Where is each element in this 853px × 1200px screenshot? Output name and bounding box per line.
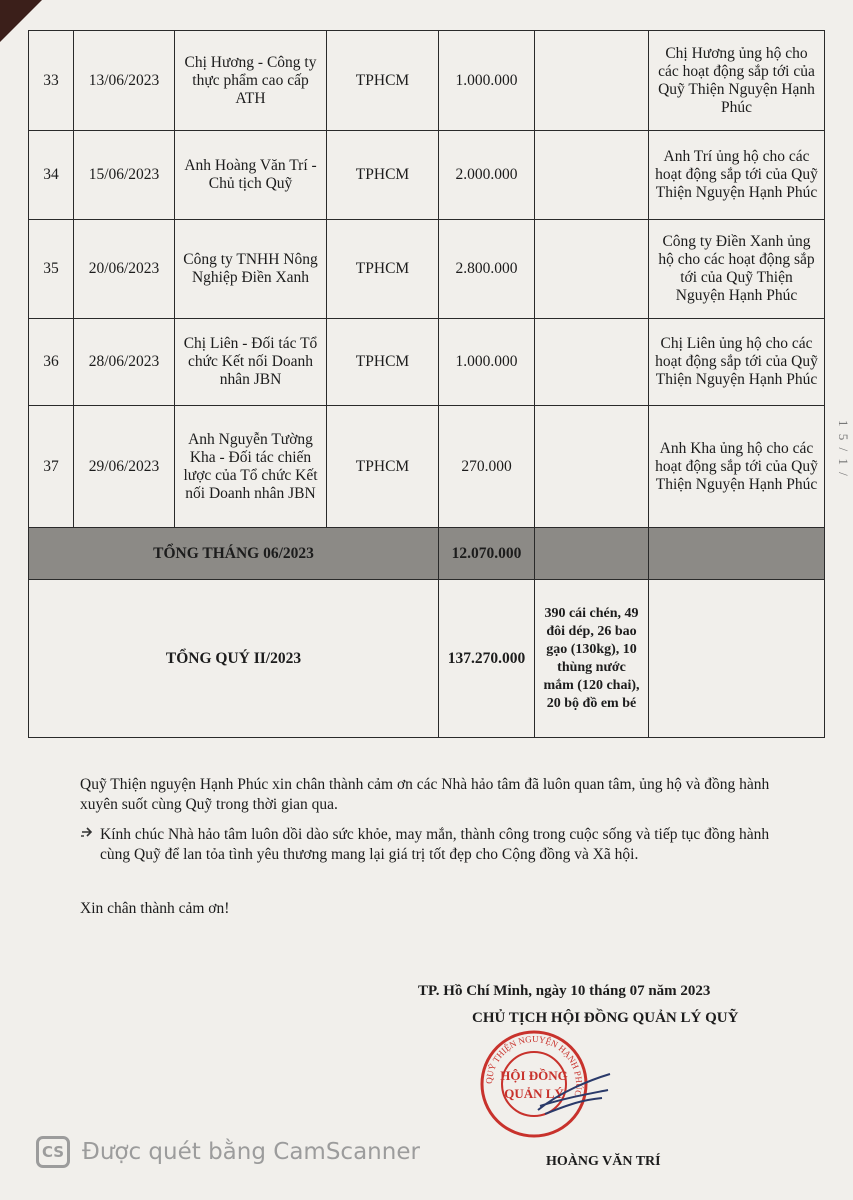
month-total-amount: 12.070.000 <box>439 528 535 580</box>
margin-marks: 1 5 / 1 / <box>836 420 851 478</box>
signer-title: CHỦ TỊCH HỘI ĐỒNG QUẢN LÝ QUỸ <box>472 1010 739 1026</box>
row-donor: Công ty TNHH Nông Nghiệp Điền Xanh <box>175 220 327 319</box>
row-place: TPHCM <box>327 131 439 220</box>
quarter-total-amount: 137.270.000 <box>439 580 535 738</box>
row-items <box>535 406 649 528</box>
month-total-note <box>649 528 825 580</box>
row-note: Anh Trí ủng hộ cho các hoạt động sắp tới của Quỹ Thiện Nguyện Hạnh Phúc <box>649 131 825 220</box>
table-row <box>29 31 825 131</box>
month-total-label: TỔNG THÁNG 06/2023 <box>29 528 439 580</box>
quarter-total-row <box>29 580 825 738</box>
row-number: 33 <box>29 31 74 131</box>
row-items <box>535 131 649 220</box>
row-number: 35 <box>29 220 74 319</box>
row-items <box>535 31 649 131</box>
quarter-total-note <box>649 580 825 738</box>
quarter-total-items: 390 cái chén, 49 đôi dép, 26 bao gạo (130kg), 10 thùng nước mắm (120 chai), 20 bộ đồ em bé <box>535 580 649 738</box>
row-amount: 1.000.000 <box>439 319 535 406</box>
donation-table <box>28 30 825 738</box>
table-row <box>29 220 825 319</box>
row-donor: Anh Nguyễn Tường Kha - Đối tác chiến lược của Tổ chức Kết nối Doanh nhân JBN <box>175 406 327 528</box>
table-row <box>29 319 825 406</box>
row-date: 29/06/2023 <box>74 406 175 528</box>
month-total-row <box>29 528 825 580</box>
row-items <box>535 220 649 319</box>
quarter-total-label: TỔNG QUÝ II/2023 <box>29 580 439 738</box>
row-date: 13/06/2023 <box>74 31 175 131</box>
row-donor: Chị Liên - Đối tác Tổ chức Kết nối Doanh nhân JBN <box>175 319 327 406</box>
row-amount: 2.000.000 <box>439 131 535 220</box>
camscanner-watermark <box>36 1132 420 1172</box>
seal-line1: HỘI ĐỒNG <box>500 1068 568 1083</box>
seal-ring-text: QUỸ THIỆN NGUYỆN HẠNH PHÚC <box>483 1033 585 1098</box>
closing-text: Xin chân thành cảm ơn! <box>80 900 230 917</box>
row-items <box>535 319 649 406</box>
row-donor: Anh Hoàng Văn Trí - Chủ tịch Quỹ <box>175 131 327 220</box>
row-note: Anh Kha ủng hộ cho các hoạt động sắp tới của Quỹ Thiện Nguyện Hạnh Phúc <box>649 406 825 528</box>
row-number: 37 <box>29 406 74 528</box>
row-place: TPHCM <box>327 31 439 131</box>
row-note: Công ty Điền Xanh ủng hộ cho các hoạt động sắp tới của Quỹ Thiện Nguyện Hạnh Phúc <box>649 220 825 319</box>
official-seal <box>470 1022 615 1140</box>
seal-line2: QUẢN LÝ <box>504 1086 564 1101</box>
row-place: TPHCM <box>327 319 439 406</box>
thanks-paragraph: Quỹ Thiện nguyện Hạnh Phúc xin chân thành cảm ơn các Nhà hảo tâm đã luôn quan tâm, ủng hộ và đồng hành xuyên suốt cùng Quỹ trong thời gian qua. <box>80 776 770 813</box>
arrow-bullet-icon <box>80 825 94 845</box>
row-number: 36 <box>29 319 74 406</box>
row-number: 34 <box>29 131 74 220</box>
signer-name: HOÀNG VĂN TRÍ <box>546 1154 661 1169</box>
camscanner-logo-icon: CS <box>36 1136 70 1168</box>
date-line: TP. Hồ Chí Minh, ngày 10 tháng 07 năm 2023 <box>418 983 711 999</box>
row-note: Chị Hương ủng hộ cho các hoạt động sắp tới của Quỹ Thiện Nguyện Hạnh Phúc <box>649 31 825 131</box>
month-total-items <box>535 528 649 580</box>
camscanner-text: Được quét bằng CamScanner <box>82 1139 420 1165</box>
row-place: TPHCM <box>327 406 439 528</box>
row-amount: 1.000.000 <box>439 31 535 131</box>
wish-paragraph <box>80 825 800 865</box>
row-donor: Chị Hương - Công ty thực phẩm cao cấp ATH <box>175 31 327 131</box>
row-date: 28/06/2023 <box>74 319 175 406</box>
row-amount: 270.000 <box>439 406 535 528</box>
row-date: 15/06/2023 <box>74 131 175 220</box>
table-row <box>29 406 825 528</box>
row-note: Chị Liên ủng hộ cho các hoạt động sắp tới của Quỹ Thiện Nguyện Hạnh Phúc <box>649 319 825 406</box>
row-date: 20/06/2023 <box>74 220 175 319</box>
row-amount: 2.800.000 <box>439 220 535 319</box>
wish-text: Kính chúc Nhà hảo tâm luôn dồi dào sức khỏe, may mắn, thành công trong cuộc sống và tiếp tục đồng hành cùng Quỹ để lan tỏa tình yêu thương mang lại giá trị tốt đẹp cho Cộng đồng và Xã hội. <box>100 826 770 863</box>
row-place: TPHCM <box>327 220 439 319</box>
table-row <box>29 131 825 220</box>
